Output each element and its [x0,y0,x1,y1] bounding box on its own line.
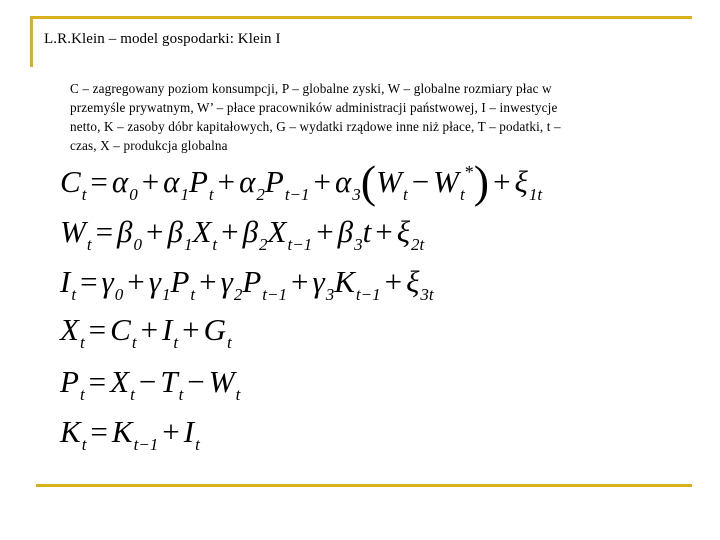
equation-block [60,156,680,462]
equation-production: $X_t = C_t + I_t + G_t$ [60,312,232,352]
slide-title: L.R.Klein – model gospodarki: Klein I [44,31,281,47]
description-line: C – zagregowany poziom konsumpcji, P – globalne zyski, W – globalne rozmiary płac w [70,81,552,96]
equation-profits: $P_t = X_t - T_t - W_t$ [60,364,241,404]
title-side-rule [30,17,33,67]
bottom-rule [36,484,692,487]
variable-description [70,79,670,155]
description-line: netto, K – zasoby dóbr kapitałowych, G – wydatki rządowe inne niż płace, T – podatki, t – [70,119,561,134]
equation-capital: $K_t = K_{t-1} + I_t$ [60,414,200,454]
equation-investment: $I_t = \gamma_0 + \gamma_1P_t + \gamma_2P_{t-1} + \gamma_3K_{t-1} + \xi_{3t}$ [60,264,434,304]
title-top-rule [30,16,692,19]
equation-wages: $W_t = \beta_0 + \beta_1X_t + \beta_2X_{t-1} + \beta_3t + \xi_{2t}$ [60,214,425,254]
description-line: przemyśle prywatnym, W’ – płace pracowników administracji państwowej, I – inwestycje [70,100,558,115]
equation-consumption: $C_t = \alpha_0 + \alpha_1P_t + \alpha_2P_{t-1} + \alpha_3(W_t - W_t^*) + \xi_{1t}$ [60,156,543,207]
description-line: czas, X – produkcja globalna [70,138,228,153]
